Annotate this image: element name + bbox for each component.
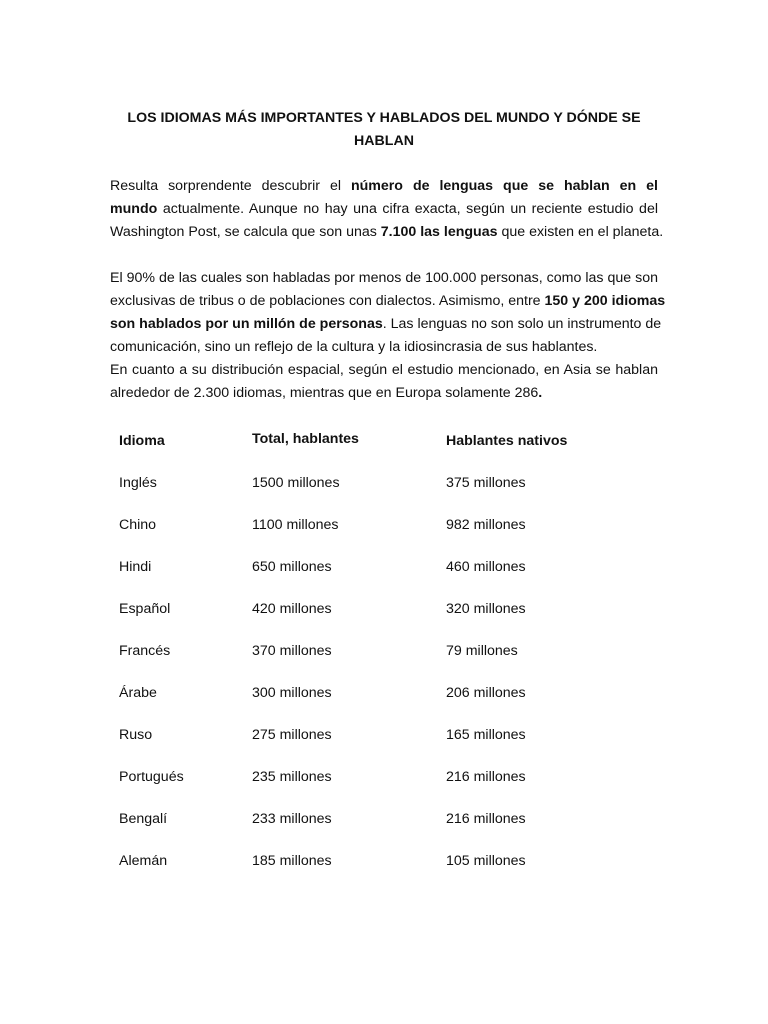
table-cell-nativos: 982 millones xyxy=(446,517,526,533)
table-header-total-hablantes: Total, hablantes xyxy=(252,431,359,447)
table-cell-nativos: 460 millones xyxy=(446,559,526,575)
table-cell-idioma: Bengalí xyxy=(119,811,168,827)
table-header-idioma: Idioma xyxy=(119,433,165,449)
bold-text-run: son hablados por un millón de personas xyxy=(110,316,383,332)
bold-text-run: 150 y 200 idiomas xyxy=(544,293,666,309)
paragraph-1-line-2 xyxy=(110,199,658,219)
table-cell-idioma: Árabe xyxy=(119,685,157,701)
paragraph-2-line-4: comunicación, sino un reflejo de la cultura y la idiosincrasia de sus hablantes. xyxy=(110,339,598,355)
table-header-hablantes-nativos: Hablantes nativos xyxy=(446,433,568,449)
bold-text-run: número de lenguas que se hablan en el xyxy=(350,178,658,194)
table-cell-total: 275 millones xyxy=(252,727,332,743)
paragraph-1-line-1 xyxy=(110,176,658,196)
table-cell-total: 1100 millones xyxy=(252,517,339,533)
text-run: . Las lenguas no son solo un instrumento de xyxy=(382,316,662,332)
table-cell-nativos: 216 millones xyxy=(446,811,526,827)
table-cell-nativos: 206 millones xyxy=(446,685,526,701)
document-title-line-2: HABLAN xyxy=(354,133,414,149)
document-title-line-1: LOS IDIOMAS MÁS IMPORTANTES Y HABLADOS DEL MUNDO Y DÓNDE SE xyxy=(127,110,641,126)
paragraph-2-line-2 xyxy=(110,291,666,311)
text-run: actualmente. Aunque no hay una cifra exacta, según un reciente estudio del xyxy=(157,201,658,217)
table-cell-total: 420 millones xyxy=(252,601,332,617)
table-cell-total: 650 millones xyxy=(252,559,332,575)
table-cell-idioma: Hindi xyxy=(119,559,152,575)
table-cell-total: 235 millones xyxy=(252,769,332,785)
bold-text-run: . xyxy=(538,385,543,401)
paragraph-1-line-3 xyxy=(110,222,664,242)
table-cell-nativos: 79 millones xyxy=(446,643,518,659)
table-cell-nativos: 216 millones xyxy=(446,769,526,785)
table-cell-nativos: 105 millones xyxy=(446,853,526,869)
paragraph-2-line-6 xyxy=(110,383,658,403)
paragraph-2-line-5: En cuanto a su distribución espacial, según el estudio mencionado, en Asia se hablan xyxy=(110,362,658,378)
text-run: Resulta sorprendente descubrir el xyxy=(110,178,351,194)
table-cell-idioma: Francés xyxy=(119,643,171,659)
table-cell-nativos: 165 millones xyxy=(446,727,526,743)
text-run: alrededor de 2.300 idiomas, mientras que en Europa solamente 286 xyxy=(110,385,539,401)
table-cell-idioma: Español xyxy=(119,601,171,617)
bold-text-run: 7.100 las lenguas xyxy=(380,224,498,240)
text-run: que existen en el planeta. xyxy=(497,224,664,240)
table-cell-idioma: Portugués xyxy=(119,769,184,785)
paragraph-2-line-3 xyxy=(110,314,662,334)
table-cell-nativos: 375 millones xyxy=(446,475,526,491)
paragraph-2-line-1: El 90% de las cuales son habladas por menos de 100.000 personas, como las que son xyxy=(110,270,658,286)
text-run: Washington Post, se calcula que son unas xyxy=(110,224,381,240)
table-cell-idioma: Ruso xyxy=(119,727,153,743)
table-cell-total: 300 millones xyxy=(252,685,332,701)
table-cell-total: 185 millones xyxy=(252,853,332,869)
table-cell-idioma: Alemán xyxy=(119,853,168,869)
table-cell-total: 1500 millones xyxy=(252,475,340,491)
table-cell-total: 370 millones xyxy=(252,643,332,659)
text-run: exclusivas de tribus o de poblaciones con dialectos. Asimismo, entre xyxy=(110,293,545,309)
table-cell-idioma: Chino xyxy=(119,517,157,533)
table-cell-idioma: Inglés xyxy=(119,475,157,491)
table-cell-total: 233 millones xyxy=(252,811,332,827)
bold-text-run: mundo xyxy=(110,201,158,217)
table-cell-nativos: 320 millones xyxy=(446,601,526,617)
